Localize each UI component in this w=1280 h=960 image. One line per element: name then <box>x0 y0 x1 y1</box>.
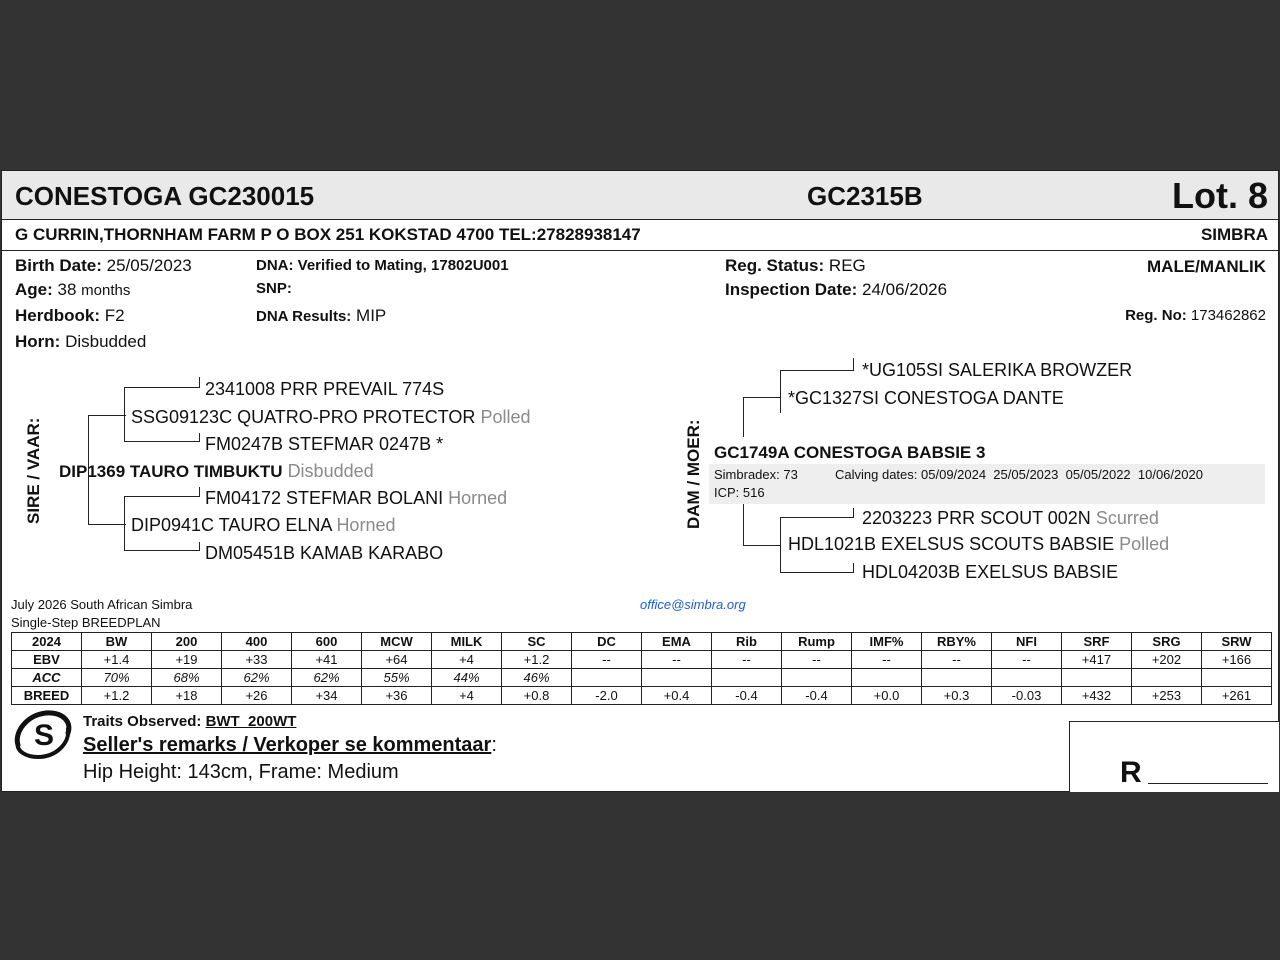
ebv-cell: -- <box>992 651 1062 669</box>
animal-name: CONESTOGA GC230015 <box>15 181 315 211</box>
reg-status: Reg. Status: REG <box>725 256 866 275</box>
simbradex: Simbradex: 73 <box>714 467 798 482</box>
ebv-cell <box>922 669 992 687</box>
ebv-cell: +4 <box>432 687 502 705</box>
ebv-cell: -2.0 <box>572 687 642 705</box>
ebv-cell <box>1062 669 1132 687</box>
snp: SNP: <box>256 280 292 297</box>
ebv-title-1: July 2026 South African Simbra <box>11 597 193 612</box>
ebv-cell: 68% <box>152 669 222 687</box>
pedigree-line <box>199 433 200 442</box>
dam-side-label: DAM / MOER: <box>684 419 703 529</box>
pedigree-line <box>199 487 200 497</box>
seller-remarks: Hip Height: 143cm, Frame: Medium <box>83 761 399 783</box>
ebv-cell <box>782 669 852 687</box>
pedigree-line <box>199 377 200 388</box>
ebv-cell: +261 <box>1202 687 1272 705</box>
email-link[interactable]: office@simbra.org <box>640 597 746 612</box>
breeder-bar <box>2 220 1278 251</box>
lot-card <box>1 170 1279 792</box>
ebv-cell: SRG <box>1132 633 1202 651</box>
tag-number: GC2315B <box>807 181 923 211</box>
dam-sire: *GC1327SI CONESTOGA DANTE <box>788 388 1064 408</box>
ebv-cell: RBY% <box>922 633 992 651</box>
sire-dam-dam: DM05451B KAMAB KARABO <box>205 543 444 563</box>
svg-text:S: S <box>34 719 55 752</box>
sire-sire: SSG09123C QUATRO-PRO PROTECTOR Polled <box>131 407 531 427</box>
breeder-info: G CURRIN,THORNHAM FARM P O BOX 251 KOKSTAD 4700 TEL:27828938147 <box>15 225 641 244</box>
pedigree-line <box>124 496 200 497</box>
ebv-cell: -0.03 <box>992 687 1062 705</box>
ebv-cell: +34 <box>292 687 362 705</box>
pedigree-line <box>780 517 854 518</box>
ebv-cell: +26 <box>222 687 292 705</box>
sire-dam-sire: FM04172 STEFMAR BOLANI Horned <box>205 488 508 508</box>
ebv-table <box>11 632 1272 705</box>
ebv-cell: -- <box>782 651 852 669</box>
ebv-cell: +1.2 <box>82 687 152 705</box>
pedigree-line <box>780 370 781 413</box>
ebv-cell: +4 <box>432 651 502 669</box>
remarks-heading: Seller's remarks / Verkoper se kommentaar: <box>83 734 497 756</box>
ebv-cell: +0.8 <box>502 687 572 705</box>
ebv-cell: 600 <box>292 633 362 651</box>
ebv-cell: BW <box>82 633 152 651</box>
traits-observed: Traits Observed: BWT 200WT <box>83 713 297 730</box>
ebv-cell: MCW <box>362 633 432 651</box>
ebv-cell <box>992 669 1062 687</box>
ebv-cell: +41 <box>292 651 362 669</box>
pedigree-line <box>124 387 200 388</box>
header-bar <box>2 171 1278 220</box>
ebv-row-label: ACC <box>12 669 82 687</box>
icp: ICP: 516 <box>714 485 765 500</box>
ebv-cell: 62% <box>222 669 292 687</box>
pedigree-line <box>124 496 125 551</box>
ebv-cell: +1.4 <box>82 651 152 669</box>
dam-name: GC1749A CONESTOGA BABSIE 3 <box>714 443 986 462</box>
price-prefix: R <box>1120 756 1142 789</box>
ebv-cell: IMF% <box>852 633 922 651</box>
ebv-cell: SRW <box>1202 633 1272 651</box>
dam-dam-dam: HDL04203B EXELSUS BABSIE <box>862 562 1119 582</box>
inspection-date: Inspection Date: 24/06/2026 <box>725 280 948 299</box>
ebv-row <box>12 669 1272 687</box>
sire-sire-sire: 2341008 PRR PREVAIL 774S <box>205 379 445 399</box>
ebv-cell: EMA <box>642 633 712 651</box>
horn-status: Horn: Disbudded <box>15 332 147 351</box>
ebv-cell: -0.4 <box>782 687 852 705</box>
ebv-cell: Rump <box>782 633 852 651</box>
ebv-cell: +166 <box>1202 651 1272 669</box>
calving-dates: Calving dates: 05/09/2024 25/05/2023 05/05/2022 10/06/2020 <box>835 467 1203 482</box>
dam-dam: HDL1021B EXELSUS SCOUTS BABSIE Polled <box>788 534 1170 554</box>
ebv-cell: +253 <box>1132 687 1202 705</box>
price-line[interactable] <box>1148 783 1268 784</box>
ebv-cell: -- <box>642 651 712 669</box>
ebv-cell: -- <box>852 651 922 669</box>
ebv-cell <box>852 669 922 687</box>
ebv-cell: -0.4 <box>712 687 782 705</box>
ebv-cell: MILK <box>432 633 502 651</box>
ebv-title-2: Single-Step BREEDPLAN <box>11 615 161 630</box>
ebv-cell: Rib <box>712 633 782 651</box>
ebv-row-label: 2024 <box>12 633 82 651</box>
pedigree-line <box>780 517 781 573</box>
ebv-cell: +64 <box>362 651 432 669</box>
dna-results: DNA Results: MIP <box>256 306 387 325</box>
ebv-cell <box>1202 669 1272 687</box>
pedigree-line <box>743 545 781 546</box>
pedigree-line <box>124 441 200 442</box>
reg-number: Reg. No: 173462862 <box>1125 307 1266 324</box>
simbra-s-logo <box>12 709 74 761</box>
ebv-cell: 62% <box>292 669 362 687</box>
pedigree-line <box>199 542 200 551</box>
ebv-cell: 70% <box>82 669 152 687</box>
birth-date: Birth Date: 25/05/2023 <box>15 256 192 275</box>
ebv-cell: -- <box>572 651 642 669</box>
ebv-row-label: EBV <box>12 651 82 669</box>
ebv-cell <box>572 669 642 687</box>
ebv-row <box>12 651 1272 669</box>
pedigree-line <box>743 397 781 398</box>
ebv-cell: DC <box>572 633 642 651</box>
ebv-cell: +19 <box>152 651 222 669</box>
ebv-cell: 400 <box>222 633 292 651</box>
dna-verification: DNA: Verified to Mating, 17802U001 <box>256 257 509 274</box>
ebv-cell <box>712 669 782 687</box>
pedigree-line <box>88 415 126 416</box>
ebv-cell: -- <box>712 651 782 669</box>
lot-number: Lot. 8 <box>1172 175 1268 216</box>
ebv-cell: +18 <box>152 687 222 705</box>
ebv-cell <box>642 669 712 687</box>
ebv-cell: NFI <box>992 633 1062 651</box>
ebv-row-label: BREED <box>12 687 82 705</box>
age: Age: 38 months <box>15 280 131 299</box>
pedigree-line <box>780 370 854 371</box>
ebv-cell <box>1132 669 1202 687</box>
ebv-header-row <box>12 633 1272 651</box>
ebv-cell: 46% <box>502 669 572 687</box>
ebv-cell: +202 <box>1132 651 1202 669</box>
sire-side-label: SIRE / VAAR: <box>24 417 43 524</box>
pedigree-line <box>853 508 854 518</box>
sire-dam: DIP0941C TAURO ELNA Horned <box>131 515 396 535</box>
ebv-cell: +432 <box>1062 687 1132 705</box>
pedigree-line <box>88 524 126 525</box>
ebv-cell: +1.2 <box>502 651 572 669</box>
ebv-cell: +0.0 <box>852 687 922 705</box>
ebv-cell: SC <box>502 633 572 651</box>
ebv-cell: +36 <box>362 687 432 705</box>
ebv-cell: -- <box>922 651 992 669</box>
breed-name: SIMBRA <box>1200 225 1268 244</box>
pedigree-line <box>853 563 854 573</box>
ebv-row <box>12 687 1272 705</box>
ebv-cell: +417 <box>1062 651 1132 669</box>
pedigree-line <box>780 572 854 573</box>
pedigree-line <box>853 358 854 371</box>
ebv-cell: +33 <box>222 651 292 669</box>
ebv-cell: 200 <box>152 633 222 651</box>
sire-name: DIP1369 TAURO TIMBUKTU Disbudded <box>59 461 374 481</box>
dam-sire-sire: *UG105SI SALERIKA BROWZER <box>862 360 1133 380</box>
sex: MALE/MANLIK <box>1147 257 1266 276</box>
ebv-cell: +0.3 <box>922 687 992 705</box>
sire-sire-dam: FM0247B STEFMAR 0247B * <box>205 434 444 454</box>
pedigree-line <box>743 397 744 437</box>
pedigree-line <box>743 504 744 546</box>
herdbook: Herdbook: F2 <box>15 306 125 325</box>
dam-stats-box <box>709 464 1265 504</box>
ebv-cell: 44% <box>432 669 502 687</box>
pedigree-line <box>124 550 200 551</box>
price-box <box>1069 721 1279 792</box>
ebv-cell: +0.4 <box>642 687 712 705</box>
dam-dam-sire: 2203223 PRR SCOUT 002N Scurred <box>862 508 1159 528</box>
ebv-cell: 55% <box>362 669 432 687</box>
ebv-cell: SRF <box>1062 633 1132 651</box>
